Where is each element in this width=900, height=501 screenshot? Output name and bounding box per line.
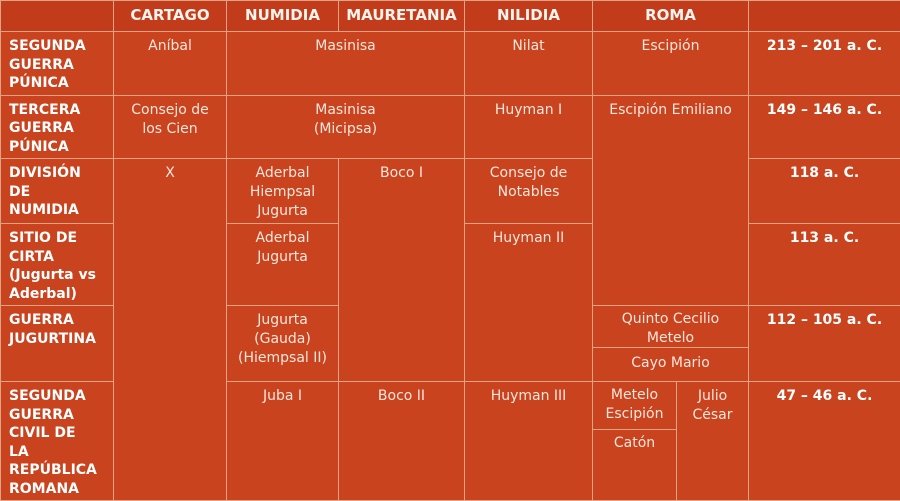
table-row xyxy=(1,32,900,96)
cell-roma xyxy=(593,306,749,382)
roma-metelo-escipion: Metelo Escipión xyxy=(593,382,676,430)
cell-mauretania: Boco II xyxy=(339,382,465,501)
row-label: SITIO DE CIRTA (Jugurta vs Aderbal) xyxy=(1,224,114,306)
cell-roma-right: Julio César xyxy=(677,382,749,501)
cell-numidia: Juba I xyxy=(227,382,339,501)
cell-mauretania: Boco I xyxy=(339,159,465,382)
cell-numidia-mauretania: Masinisa (Micipsa) xyxy=(227,95,465,159)
roma-metelo: Quinto Cecilio Metelo xyxy=(593,306,748,348)
cell-date: 47 – 46 a. C. xyxy=(749,382,900,501)
header-corner xyxy=(1,1,114,32)
cell-cartago: Aníbal xyxy=(114,32,227,96)
cell-date: 213 – 201 a. C. xyxy=(749,32,900,96)
row-label: TERCERA GUERRA PÚNICA xyxy=(1,95,114,159)
header-date xyxy=(749,1,900,32)
cell-roma-left xyxy=(593,382,677,501)
cell-nilidia: Huyman III xyxy=(465,382,593,501)
cell-numidia-mauretania: Masinisa xyxy=(227,32,465,96)
header-nilidia: NILIDIA xyxy=(465,1,593,32)
roma-caton: Catón xyxy=(593,430,676,453)
row-label: DIVISIÓN DE NUMIDIA xyxy=(1,159,114,224)
cell-numidia: Aderbal Hiempsal Jugurta xyxy=(227,159,339,224)
roma-mario: Cayo Mario xyxy=(593,348,748,373)
cell-roma: Escipión xyxy=(593,32,749,96)
cell-date: 112 – 105 a. C. xyxy=(749,306,900,382)
cell-numidia: Aderbal Jugurta xyxy=(227,224,339,306)
header-numidia: NUMIDIA xyxy=(227,1,339,32)
cell-date: 149 – 146 a. C. xyxy=(749,95,900,159)
table-row xyxy=(1,159,900,224)
cell-nilidia: Nilat xyxy=(465,32,593,96)
row-label: GUERRA JUGURTINA xyxy=(1,306,114,382)
cell-nilidia: Huyman II xyxy=(465,224,593,382)
header-cartago: CARTAGO xyxy=(114,1,227,32)
row-label: SEGUNDA GUERRA CIVIL DE LA REPÚBLICA ROMANA xyxy=(1,382,114,501)
cell-date: 118 a. C. xyxy=(749,159,900,224)
row-label: SEGUNDA GUERRA PÚNICA xyxy=(1,32,114,96)
cell-nilidia: Huyman I xyxy=(465,95,593,159)
cell-date: 113 a. C. xyxy=(749,224,900,306)
header-roma: ROMA xyxy=(593,1,749,32)
table-row xyxy=(1,95,900,159)
header-row xyxy=(1,1,900,32)
cell-numidia: Jugurta (Gauda) (Hiempsal II) xyxy=(227,306,339,382)
header-mauretania: MAURETANIA xyxy=(339,1,465,32)
cell-roma: Escipión Emiliano xyxy=(593,95,749,306)
cell-cartago: Consejo de los Cien xyxy=(114,95,227,159)
cell-cartago: X xyxy=(114,159,227,501)
cell-nilidia: Consejo de Notables xyxy=(465,159,593,224)
